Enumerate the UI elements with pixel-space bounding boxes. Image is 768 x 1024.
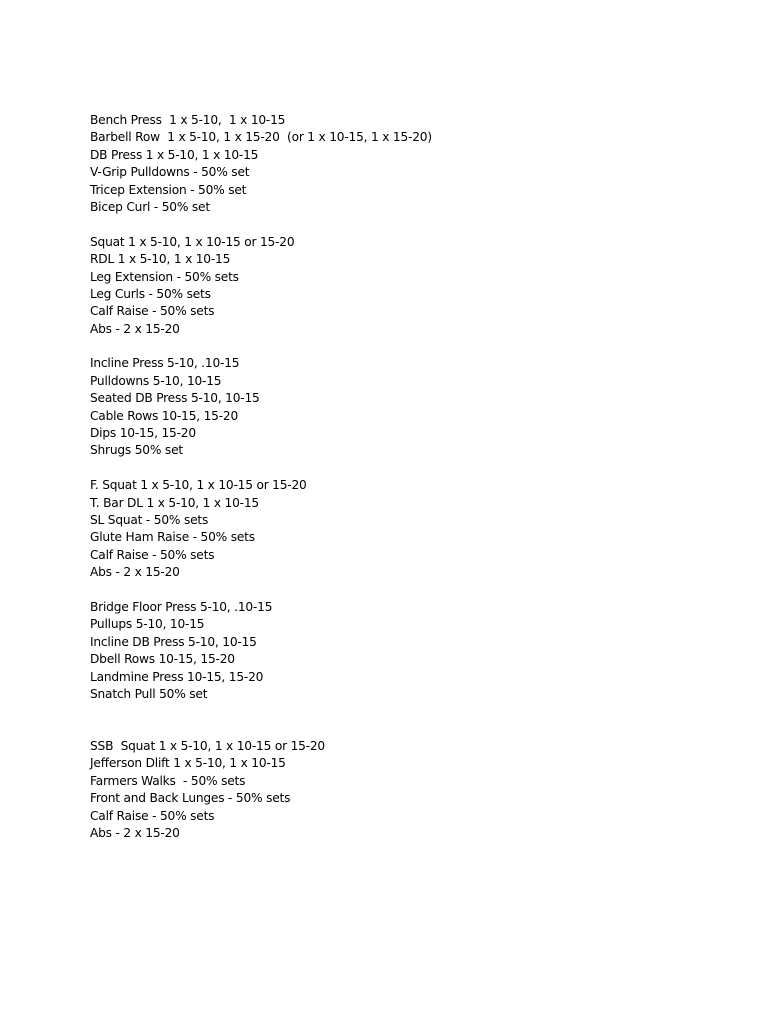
exercise-line: Leg Curls - 50% sets	[90, 286, 211, 301]
exercise-line: Farmers Walks - 50% sets	[90, 773, 246, 788]
exercise-line: Pulldowns 5-10, 10-15	[90, 373, 222, 388]
workout-block-3	[90, 355, 730, 459]
workout-block-4	[90, 477, 730, 581]
exercise-line: Tricep Extension - 50% set	[90, 182, 247, 197]
exercise-line: Abs - 2 x 15-20	[90, 565, 180, 580]
exercise-line: Calf Raise - 50% sets	[90, 808, 215, 823]
exercise-line: Snatch Pull 50% set	[90, 686, 208, 701]
exercise-line: Bridge Floor Press 5-10, .10-15	[90, 599, 273, 614]
exercise-line: Incline Press 5-10, .10-15	[90, 356, 240, 371]
block-spacer	[90, 703, 730, 738]
exercise-line: DB Press 1 x 5-10, 1 x 10-15	[90, 147, 259, 162]
workout-block-5	[90, 599, 730, 703]
exercise-line: F. Squat 1 x 5-10, 1 x 10-15 or 15-20	[90, 478, 307, 493]
block-spacer	[90, 582, 730, 599]
exercise-line: Dips 10-15, 15-20	[90, 426, 196, 441]
exercise-line: Bench Press 1 x 5-10, 1 x 10-15	[90, 113, 286, 127]
exercise-line: Abs - 2 x 15-20	[90, 826, 180, 841]
exercise-line: V-Grip Pulldowns - 50% set	[90, 165, 250, 180]
exercise-line: SL Squat - 50% sets	[90, 512, 209, 527]
workout-block-6	[90, 738, 730, 842]
exercise-line: Incline DB Press 5-10, 10-15	[90, 634, 257, 649]
exercise-line: T. Bar DL 1 x 5-10, 1 x 10-15	[90, 495, 259, 510]
exercise-line: Front and Back Lunges - 50% sets	[90, 791, 291, 806]
workout-block-2	[90, 234, 730, 338]
exercise-line: Jefferson Dlift 1 x 5-10, 1 x 10-15	[90, 756, 286, 771]
exercise-line: Abs - 2 x 15-20	[90, 321, 180, 336]
block-spacer	[90, 338, 730, 355]
exercise-line: Leg Extension - 50% sets	[90, 269, 239, 284]
exercise-line: Shrugs 50% set	[90, 443, 183, 458]
exercise-line: Barbell Row 1 x 5-10, 1 x 15-20 (or 1 x 10-15, 1 x 15-20)	[90, 130, 432, 145]
exercise-line: Dbell Rows 10-15, 15-20	[90, 652, 235, 667]
workout-block-1	[90, 112, 730, 216]
exercise-line: Seated DB Press 5-10, 10-15	[90, 391, 260, 406]
exercise-line: Landmine Press 10-15, 15-20	[90, 669, 264, 684]
exercise-line: Bicep Curl - 50% set	[90, 199, 210, 214]
document-body	[90, 112, 730, 842]
exercise-line: Cable Rows 10-15, 15-20	[90, 408, 239, 423]
block-spacer	[90, 216, 730, 233]
block-spacer	[90, 460, 730, 477]
exercise-line: Squat 1 x 5-10, 1 x 10-15 or 15-20	[90, 234, 295, 249]
exercise-line: Glute Ham Raise - 50% sets	[90, 530, 255, 545]
exercise-line: SSB Squat 1 x 5-10, 1 x 10-15 or 15-20	[90, 739, 325, 754]
exercise-line: Calf Raise - 50% sets	[90, 547, 215, 562]
exercise-line: Calf Raise - 50% sets	[90, 304, 215, 319]
exercise-line: Pullups 5-10, 10-15	[90, 617, 205, 632]
exercise-line: RDL 1 x 5-10, 1 x 10-15	[90, 252, 231, 267]
